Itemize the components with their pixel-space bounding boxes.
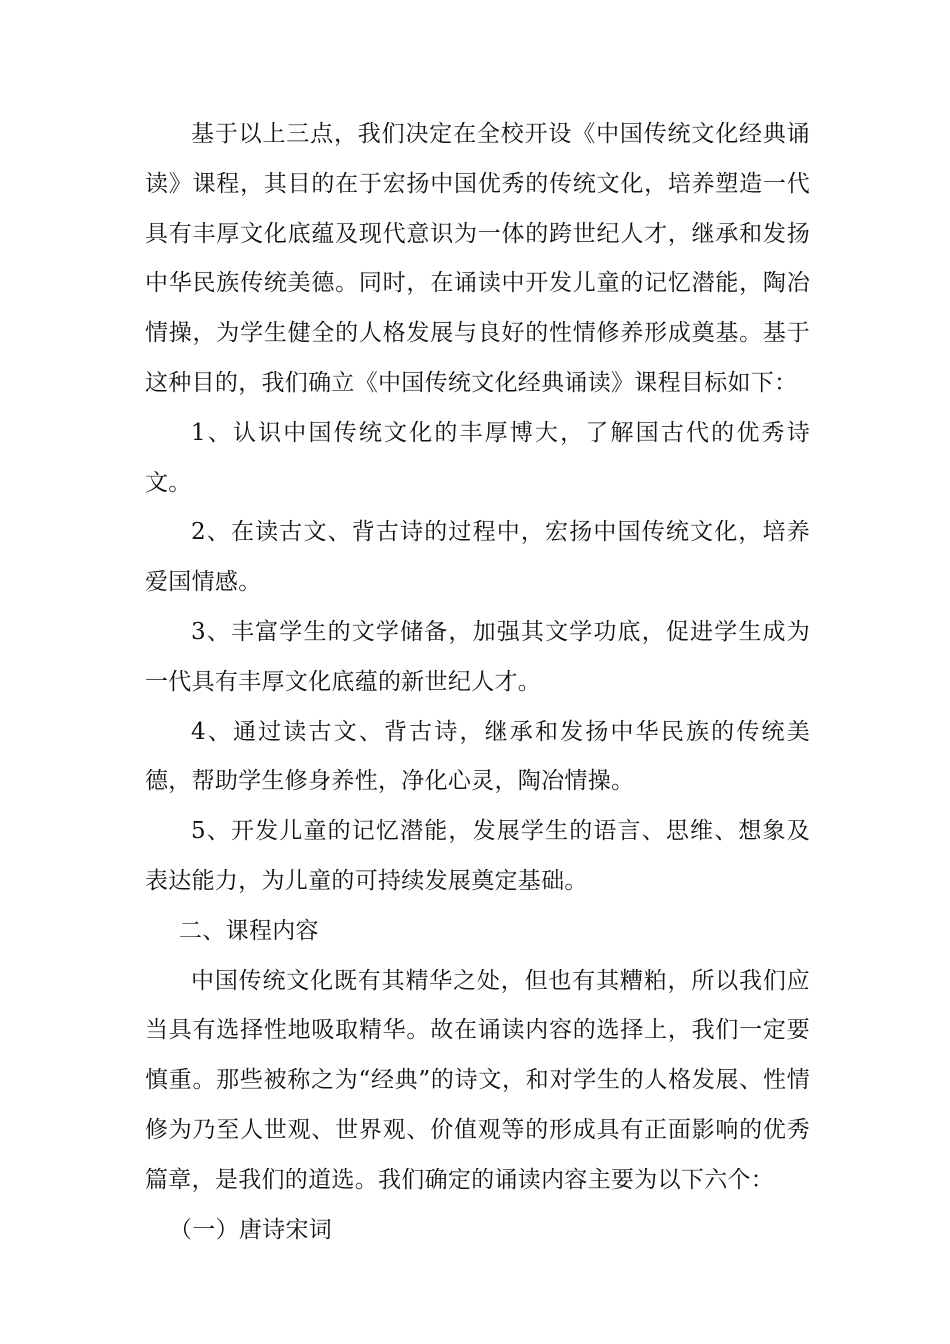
goal-item-2: 2、在读古文、背古诗的过程中，宏扬中国传统文化，培养爱国情感。 <box>145 519 810 596</box>
goal-item-3: 3、丰富学生的文学储备，加强其文学功底，促进学生成为一代具有丰厚文化底蕴的新世纪人才。 <box>145 618 810 695</box>
paragraph-content-selection: 中国传统文化既有其精华之处，但也有其糟粕，所以我们应当具有选择性地吸取精华。故在诵读内容的选择上，我们一定要慎重。那些被称之为“经典”的诗文，和对学生的人格发展、性情修为乃至人世观、世界观、价值观等的形成具有正面影响的优秀篇章，是我们的道选。我们确定的诵读内容主要为以下六个： <box>145 967 810 1193</box>
section-heading-course-content: 二、课程内容 <box>179 917 319 944</box>
goal-item-1: 1、认识中国传统文化的丰厚博大，了解国古代的优秀诗文。 <box>145 419 810 496</box>
goal-item-5: 5、开发儿童的记忆潜能，发展学生的语言、思维、想象及表达能力，为儿童的可持续发展奠定基础。 <box>145 818 810 894</box>
goal-item-4: 4、通过读古文、背古诗，继承和发扬中华民族的传统美德，帮助学生修身养性，净化心灵，陶冶情操。 <box>145 718 810 795</box>
paragraph-intro: 基于以上三点，我们决定在全校开设《中国传统文化经典诵读》课程，其目的在于宏扬中国优秀的传统文化，培养塑造一代具有丰厚文化底蕴及现代意识为一体的跨世纪人才，继承和发扬中华民族传统美德。同时，在诵读中开发儿童的记忆潜能，陶冶情操，为学生健全的人格发展与良好的性情修养形成奠基。基于这种目的，我们确立《中国传统文化经典诵读》课程目标如下： <box>145 121 810 396</box>
subsection-heading-tang-song: （一）唐诗宋词 <box>169 1216 333 1243</box>
document-body <box>145 110 810 1255</box>
